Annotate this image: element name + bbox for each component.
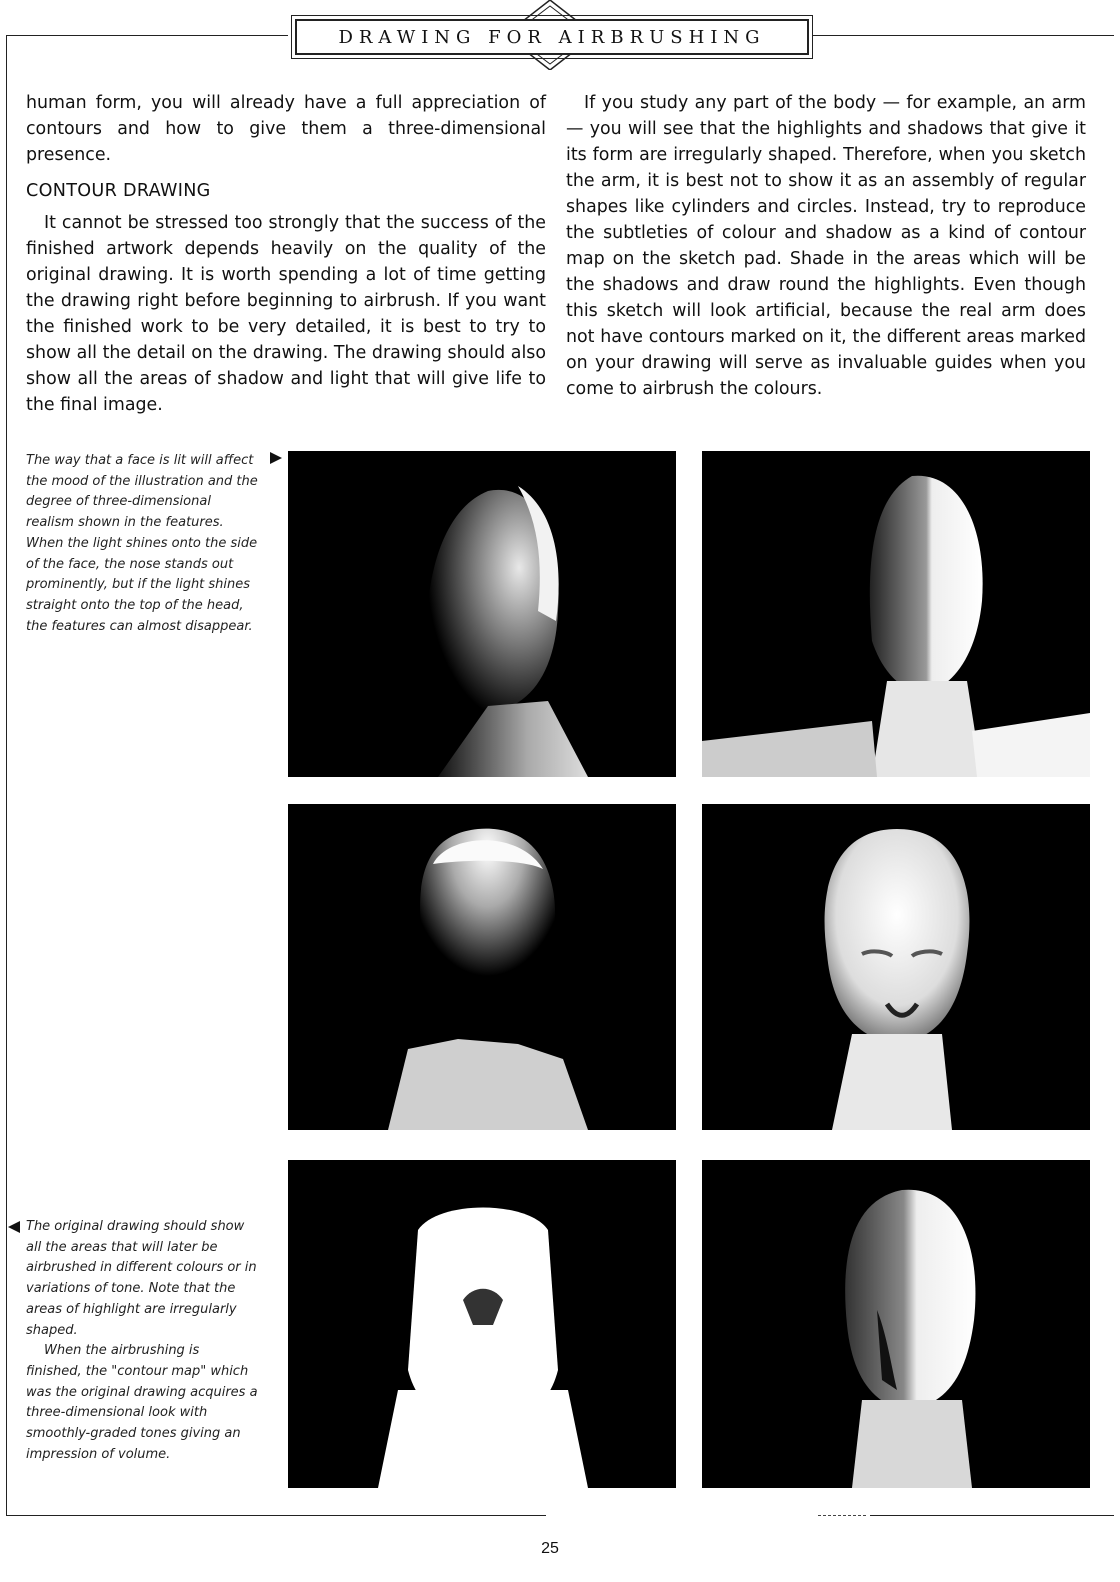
photo-head-top-lit xyxy=(288,804,676,1130)
running-header xyxy=(295,19,809,55)
photo-head-front-lit xyxy=(702,804,1090,1130)
lighting-caption xyxy=(26,451,258,637)
bottom-rule-left xyxy=(6,1515,546,1516)
photo-drawing-highlights xyxy=(288,1160,676,1488)
photo-head-side-lit xyxy=(288,451,676,777)
drawing-caption xyxy=(26,1217,258,1465)
top-rule-left xyxy=(6,35,288,36)
drawing-caption-text-1: The original drawing should show all the areas that will later be airbrushed in different colours or in variations of tone. Note that the areas of highlight are irregularly shaped. xyxy=(26,1219,257,1338)
contour-paragraph: It cannot be stressed too strongly that the success of the finished artwork depends heavily on the quality of the original drawing. It is worth spending a lot of time getting the drawing right before beginning to airbrush. If you want the finished work to be very detailed, it is best to try to show all the detail on the drawing. The drawing should also show all the areas of shadow and light that will give life to the final image. xyxy=(26,213,546,415)
drawing-caption-text-2: When the airbrushing is finished, the "contour map" which was the original drawing acquires a three-dimensional look with smoothly-graded tones giving an impression of volume. xyxy=(26,1343,258,1462)
intro-paragraph: human form, you will already have a full appreciation of contours and how to give them a three-dimensional presence. xyxy=(26,93,546,165)
left-column xyxy=(26,90,546,418)
arm-paragraph: If you study any part of the body — for example, an arm — you will see that the highlights and shadows that give it its form are irregularly shaped. Therefore, when you sketch the arm, it is best not to show it as an assembly of regular shapes like cylinders and circles. Instead, try to reproduce the subtleties of colour and shadow as a kind of contour map on the sketch pad. Shade in the areas which will be the shadows and draw round the highlights. Even though this sketch will look artificial, because the real arm does not have contours marked on it, the different areas marked on your drawing will serve as invaluable guides when you come to airbrush the colours. xyxy=(566,93,1086,399)
bottom-rule-dash xyxy=(818,1515,866,1516)
header-title: DRAWING FOR AIRBRUSHING xyxy=(338,26,766,48)
top-rule-right xyxy=(812,35,1114,36)
caption-pointer-left-icon xyxy=(8,1221,20,1233)
page-number: 25 xyxy=(541,1540,559,1557)
lighting-caption-text: The way that a face is lit will affect the mood of the illustration and the degree of three-dimensional realism shown in the features. When the light shines onto the side of the face, the nose stands out prominently, but if the light shines straight onto the top of the head, the features can almost disappear. xyxy=(26,453,258,634)
left-rule xyxy=(6,35,7,1515)
bottom-rule-right xyxy=(870,1515,1114,1516)
photo-airbrushed-head xyxy=(702,1160,1090,1488)
section-heading: CONTOUR DRAWING xyxy=(26,181,211,201)
right-column xyxy=(566,90,1086,402)
caption-pointer-right-icon xyxy=(270,452,282,464)
photo-head-split-lit xyxy=(702,451,1090,777)
